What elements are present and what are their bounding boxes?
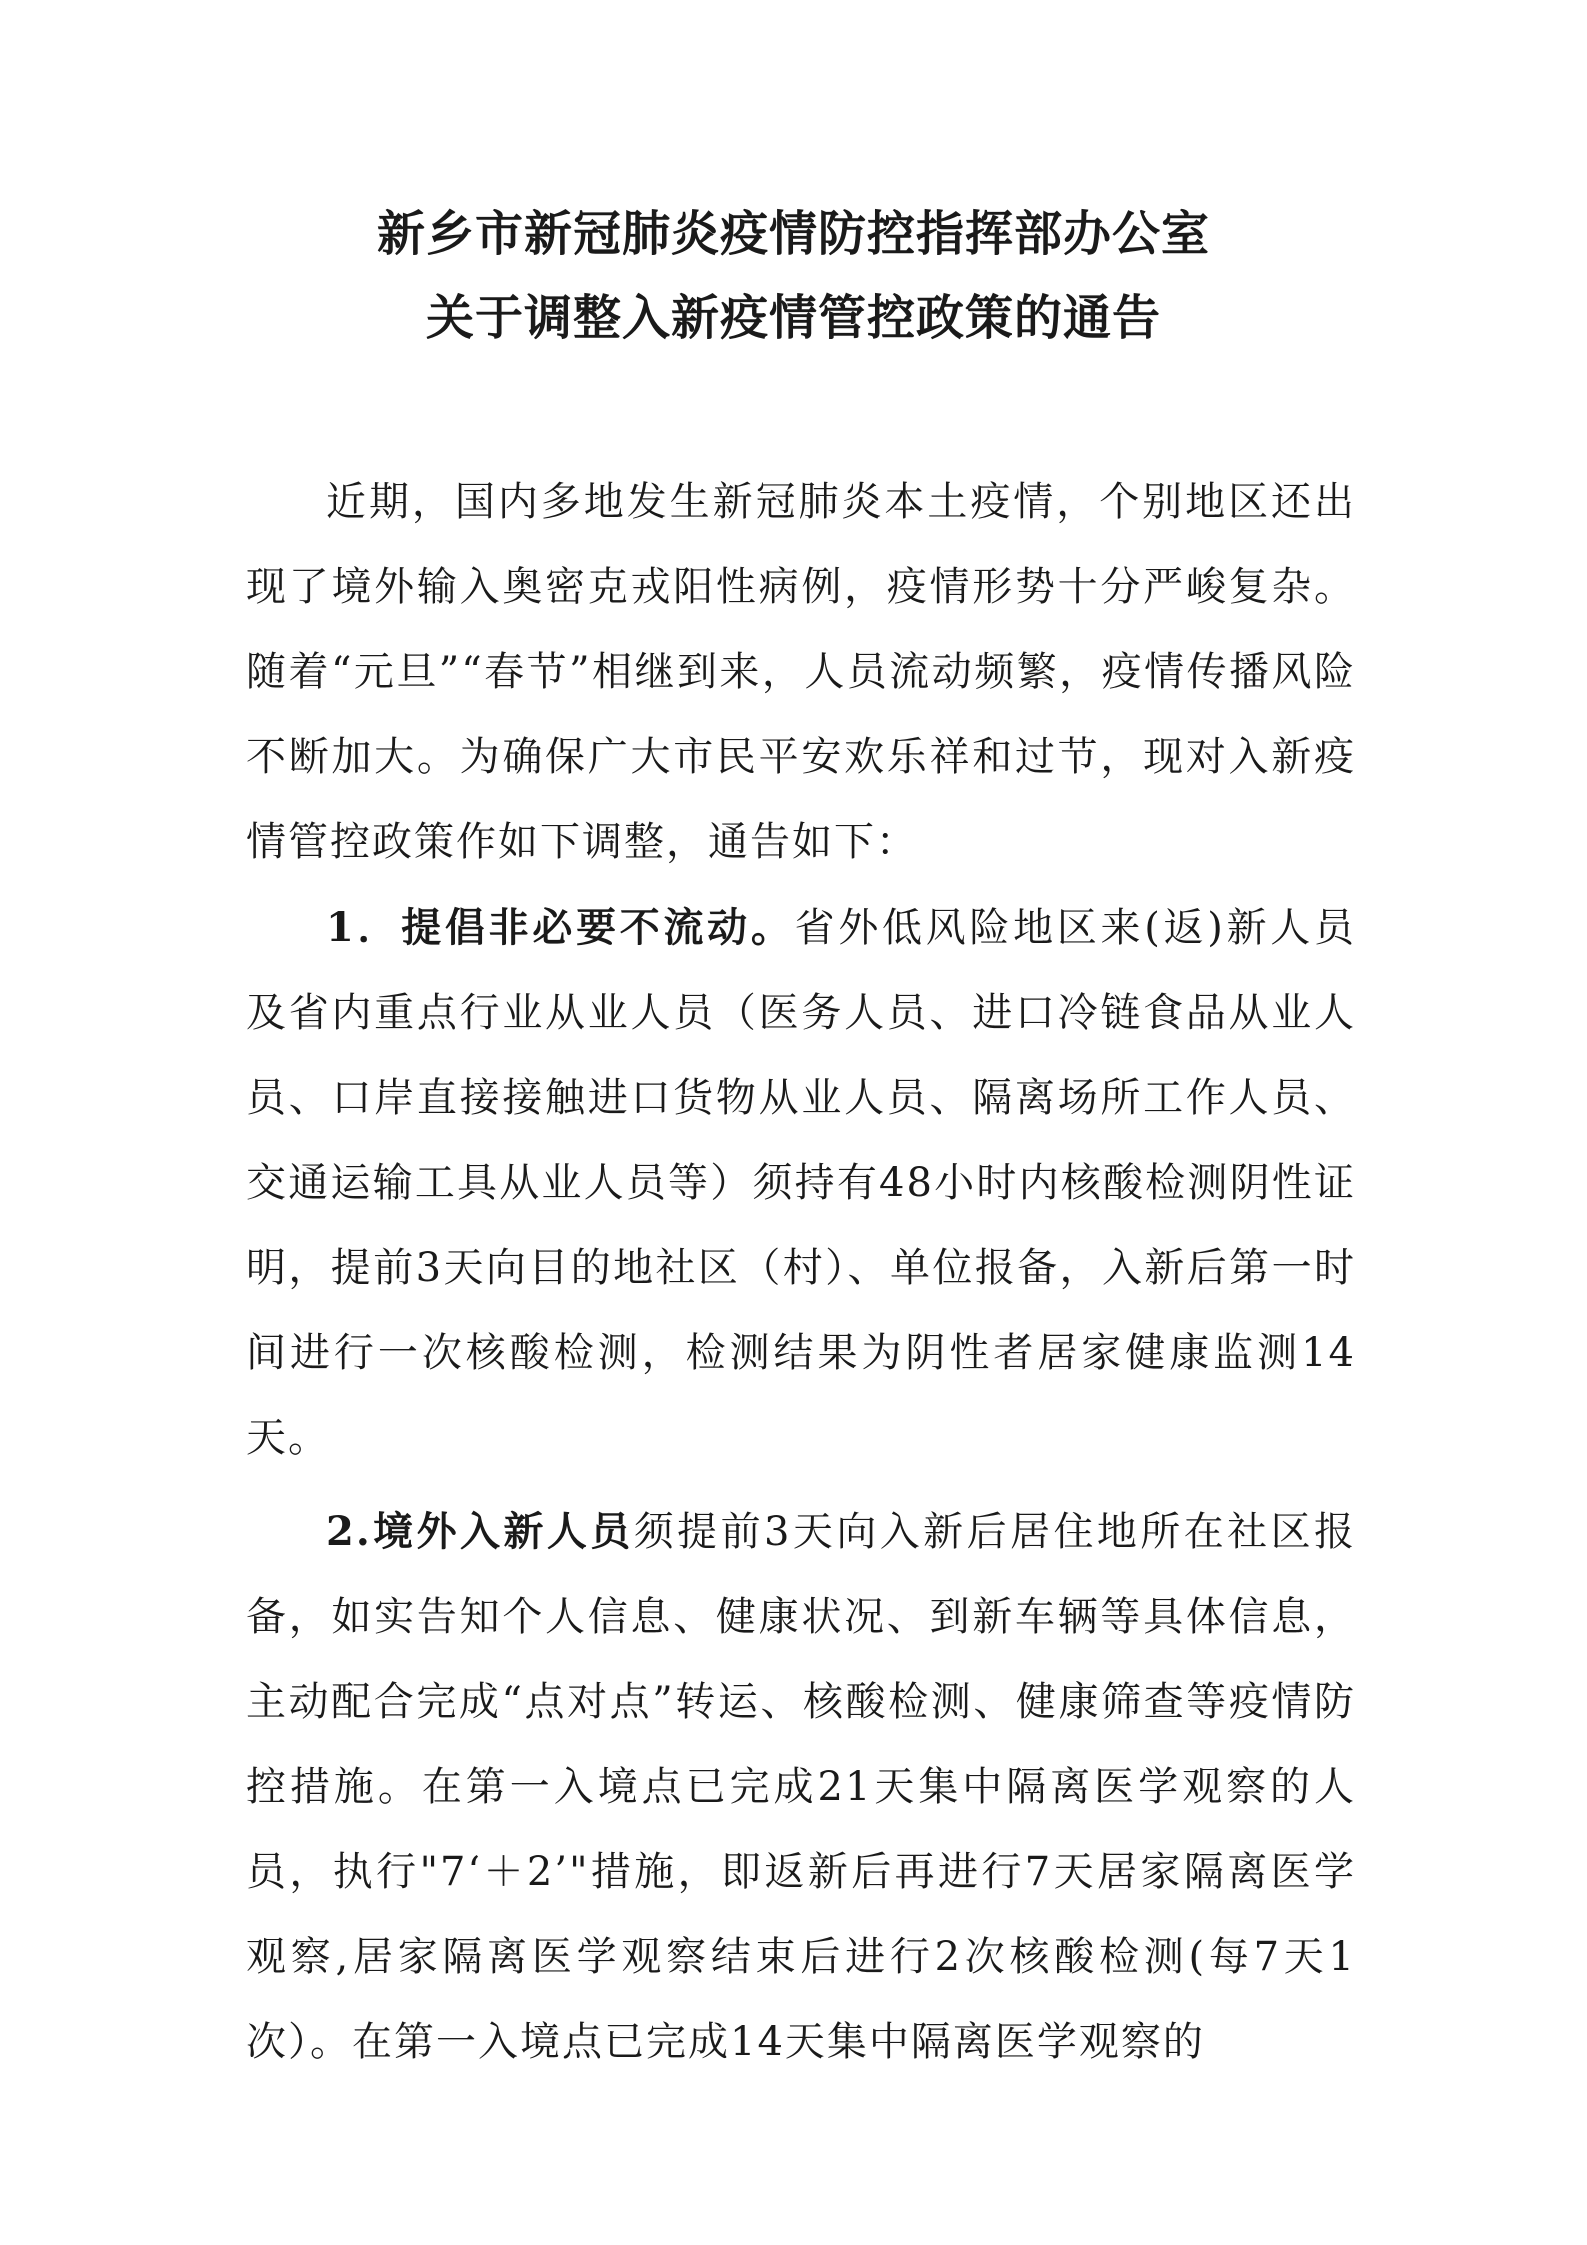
paragraph-item-2-text: 须提前3天向入新后居住地所在社区报备，如实告知个人信息、健康状况、到新车辆等具体信息，主动配合完成“点对点”转运、核酸检测、健康筛查等疫情防控措施。在第一入境点已完成21天集中隔离医学观察的人员，执行"7‘＋2’"措施，即返新后再进行7天居家隔离医学观察,居家隔离医学观察结束后进行2次核酸检测(每7天1次）。在第一入境点已完成14天集中隔离医学观察的 bbox=[246, 1509, 1357, 2065]
document-body bbox=[246, 460, 1356, 2085]
paragraph-item-2 bbox=[246, 1489, 1356, 2085]
paragraph-item-2-lead: 2.境外入新人员 bbox=[326, 1508, 634, 1555]
paragraph-item-1 bbox=[246, 885, 1356, 1481]
paragraph-item-1-text: 省外低风险地区来(返)新人员及省内重点行业从业人员（医务人员、进口冷链食品从业人员、口岸直接接触进口货物从业人员、隔离场所工作人员、交通运输工具从业人员等）须持有48小时内核酸检测阴性证明，提前3天向目的地社区（村）、单位报备，入新后第一时间进行一次核酸检测，检测结果为阴性者居家健康监测14天。 bbox=[246, 905, 1356, 1461]
document-title-line-1: 新乡市新冠肺炎疫情防控指挥部办公室 bbox=[376, 206, 1210, 262]
paragraph-intro-text: 近期，国内多地发生新冠肺炎本土疫情，个别地区还出现了境外输入奥密克戎阳性病例，疫情形势十分严峻复杂。随着“元旦”“春节”相继到来，人员流动频繁，疫情传播风险不断加大。为确保广大市民平安欢乐祥和过节，现对入新疫情管控政策作如下调整，通告如下： bbox=[246, 479, 1356, 865]
document-title-line-2: 关于调整入新疫情管控政策的通告 bbox=[425, 290, 1161, 346]
paragraph-item-1-lead: 1．提倡非必要不流动。 bbox=[326, 904, 795, 951]
paragraph-intro bbox=[246, 460, 1356, 885]
